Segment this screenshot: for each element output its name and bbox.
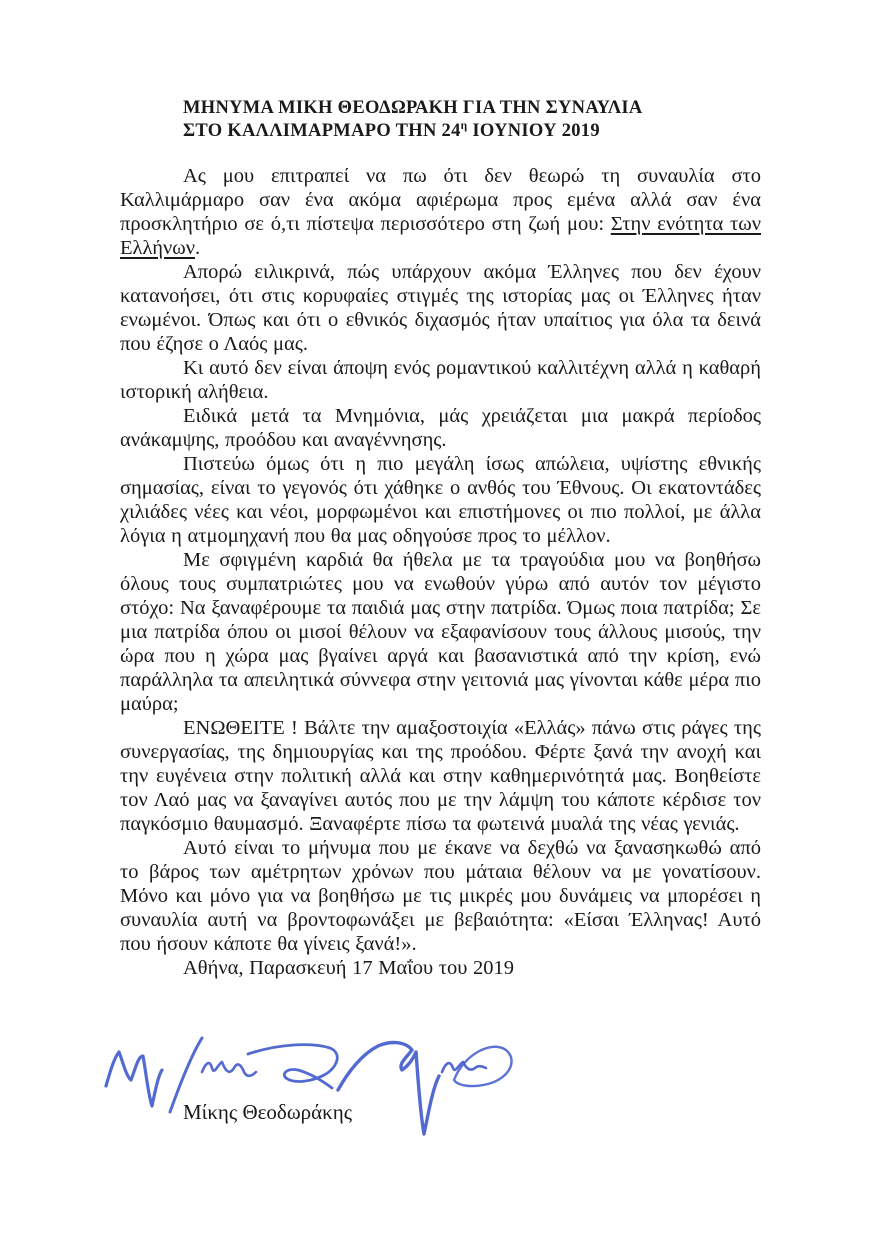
paragraph-unity-tail: .: [194, 237, 201, 259]
signature-stroke-small-letters: [202, 1062, 256, 1076]
signer-name: Μίκης Θεοδωράκης: [183, 1100, 353, 1124]
paragraph-homeland: Με σφιγμένη καρδιά θα ήθελα με τα τραγούδια μου να βοηθήσω όλους τους συμπατριώτες μου να ενωθούν γύρω από αυτόν τον μέγιστο στόχο: Να ξαναφέρουμε τα παιδιά μας στην πατρίδα. Όμως ποια πατρίδα; Σε μια πατρίδα όπου οι μισοί θέλουν να εξαφανίσουν τους άλλους μισούς, την ώρα που η χώρα μας βγαίνει αργά και βασανιστικά από την κρίση, ενώ παράλληλα τα απειλητικά σύννεφα στην γειτονιά μας γίνονται κάθε μέρα πιο μαύρα;: [120, 549, 761, 715]
paragraph-unity-underlined-phrase: Στην ενότητα των Ελλήνων: [120, 213, 761, 259]
paragraph-unite-call: ΕΝΩΘΕΙΤΕ ! Βάλτε την αμαξοστοιχία «Ελλάς» πάνω στις ράγες της συνεργασίας, της δημιουργίας και της προόδου. Φέρτε ξανά την ανοχή και την ευγένεια στην πολιτική αλλά και στην καθημερινότητά μας. Βοηθείστε τον Λαό μας να ξαναγίνει αυτός που με την λάμψη του κάποτε κέρδισε τον παγκόσμιο θαυμασμό. Ξαναφέρτε πίσω τα φωτεινά μυαλά της νέας γενιάς.: [120, 717, 761, 835]
letter-body: [120, 164, 761, 980]
letter-title: [183, 97, 761, 143]
title-line2-suffix: ΙΟΥΝΙΟΥ 2019: [467, 121, 600, 141]
paragraph-unity-lead: Ας μου επιτραπεί να πω ότι δεν θεωρώ τη συναυλία στο Καλλιμάρμαρο σαν ένα ακόμα αφιέρωμα προς εμένα αλλά σαν ένα προσκλητήριο σε ό,τι πίστεψα περισσότερο στη ζωή μου:: [120, 165, 761, 235]
letter-content: [120, 97, 761, 980]
paragraph-loss-of-youth: Πιστεύω όμως ότι η πιο μεγάλη ίσως απώλεια, υψίστης εθνικής σημασίας, είναι το γεγονός ότι χάθηκε ο ανθός του Έθνους. Οι εκατοντάδες χιλιάδες νέες και νέοι, μορφωμένοι και επιστήμονες οι πιο πολλοί, με άλλα λόγια η ατμομηχανή που θα μας οδηγούσε προς το μέλλον.: [120, 453, 761, 547]
title-line2: [183, 121, 600, 141]
paragraph-closing-message: Αυτό είναι το μήνυμα που με έκανε να δεχθώ να ξανασηκωθώ από το βάρος των αμέτρητων χρόνων που μάταια θέλουν να με γονατίσουν. Μόνο και μόνο για να βοηθήσω με τις μικρές μου δυνάμεις να μπορέσει η συναυλία αυτή να βροντοφωνάξει με βεβαιότητα: «Είσαι Έλληνας! Αυτό που ήσουν κάποτε θα γίνεις ξανά!».: [120, 837, 761, 955]
paragraph-wonder: Απορώ ειλικρινά, πώς υπάρχουν ακόμα Έλληνες που δεν έχουν κατανοήσει, ότι στις κορυφαίες στιγμές της ιστορίας μας οι Έλληνες ήταν ενωμένοι. Όπως και ότι ο εθνικός διχασμός ήταν υπαίτιος για όλα τα δεινά που έζησε ο Λαός μας.: [120, 261, 761, 355]
signature-ink: [98, 1028, 518, 1143]
signature-stroke-initial-m: [106, 1052, 162, 1106]
title-line2-prefix: ΣΤΟ ΚΑΛΛΙΜΑΡΜΑΡΟ ΤΗΝ 24: [183, 121, 461, 141]
title-ordinal-superscript: η: [460, 119, 468, 132]
dateline: Αθήνα, Παρασκευή 17 Μαΐου του 2019: [183, 957, 515, 979]
signature-stroke-descender: [338, 1043, 439, 1134]
paragraph-unity: [120, 164, 761, 260]
paragraph-historical-truth: Κι αυτό δεν είναι άποψη ενός ρομαντικού καλλιτέχνη αλλά η καθαρή ιστορική αλήθεια.: [120, 357, 761, 403]
title-line1: ΜΗΝΥΜΑ ΜΙΚΗ ΘΕΟΔΩΡΑΚΗ ΓΙΑ ΤΗΝ ΣΥΝΑΥΛΙΑ: [183, 98, 643, 118]
paragraph-memoranda: Ειδικά μετά τα Μνημόνια, μάς χρειάζεται μια μακρά περίοδος ανάκαμψης, προόδου και αναγέννησης.: [120, 405, 761, 451]
signature-stroke-flourish-loop: [248, 1045, 337, 1088]
